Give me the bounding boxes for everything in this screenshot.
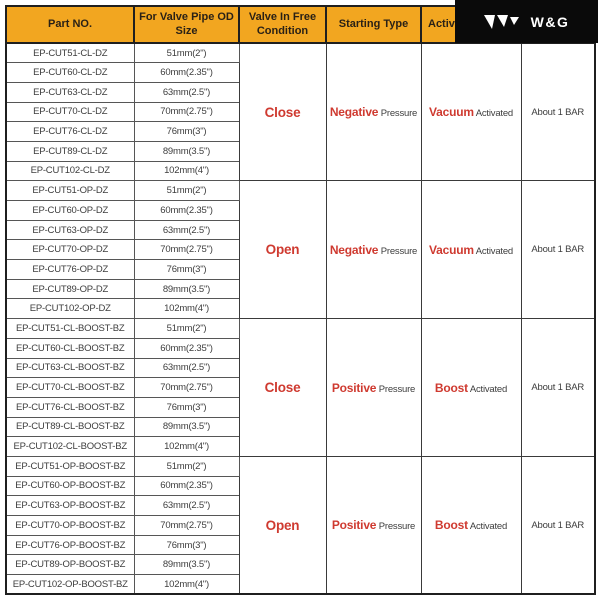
activated-type-cell <box>421 319 521 457</box>
activated-type-accent: Boost <box>434 518 468 533</box>
part-no-cell: EP-CUT76-OP-BOOST-BZ <box>6 535 134 555</box>
od-size-cell: 76mm(3") <box>134 260 239 280</box>
starting-type-accent: Positive <box>331 380 377 395</box>
part-no-cell: EP-CUT89-OP-DZ <box>6 279 134 299</box>
starting-type-rest: Pressure <box>380 245 418 257</box>
free-condition-cell: Close <box>239 43 326 181</box>
part-no-cell: EP-CUT76-OP-DZ <box>6 260 134 280</box>
od-size-cell: 60mm(2.35") <box>134 338 239 358</box>
starting-type-rest: Pressure <box>378 521 416 533</box>
od-size-cell: 60mm(2.35") <box>134 476 239 496</box>
table-row <box>6 181 595 201</box>
od-size-cell: 63mm(2.5") <box>134 358 239 378</box>
pressure-cell: About 1 BAR <box>521 319 595 457</box>
logo-triangles-icon <box>484 14 524 30</box>
part-no-cell: EP-CUT70-OP-BOOST-BZ <box>6 516 134 536</box>
od-size-cell: 63mm(2.5") <box>134 82 239 102</box>
starting-type-rest: Pressure <box>380 108 418 120</box>
table-row <box>6 43 595 63</box>
part-no-cell: EP-CUT70-CL-DZ <box>6 102 134 122</box>
table-row <box>6 456 595 476</box>
od-size-cell: 51mm(2") <box>134 181 239 201</box>
header-starting-type: Starting Type <box>326 6 421 43</box>
logo-text: W&G <box>530 13 570 30</box>
table-body <box>6 43 595 594</box>
od-size-cell: 102mm(4") <box>134 575 239 595</box>
starting-type-cell <box>326 456 421 594</box>
part-no-cell: EP-CUT51-CL-BOOST-BZ <box>6 319 134 339</box>
od-size-cell: 70mm(2.75") <box>134 378 239 398</box>
od-size-cell: 89mm(3.5") <box>134 417 239 437</box>
activated-type-accent: Boost <box>434 380 468 395</box>
od-size-cell: 102mm(4") <box>134 437 239 457</box>
header-activated-type: Activ <box>421 6 521 43</box>
od-size-cell: 89mm(3.5") <box>134 279 239 299</box>
od-size-cell: 102mm(4") <box>134 161 239 181</box>
free-condition-cell: Close <box>239 319 326 457</box>
starting-type-rest: Pressure <box>378 383 416 395</box>
part-no-cell: EP-CUT60-CL-BOOST-BZ <box>6 338 134 358</box>
pressure-cell: About 1 BAR <box>521 43 595 181</box>
starting-type-accent: Negative <box>329 242 379 257</box>
activated-type-cell <box>421 43 521 181</box>
pressure-cell: About 1 BAR <box>521 181 595 319</box>
part-no-cell: EP-CUT60-CL-DZ <box>6 63 134 83</box>
header-od-size: For Valve Pipe OD Size <box>134 6 239 43</box>
pressure-cell: About 1 BAR <box>521 456 595 594</box>
od-size-cell: 63mm(2.5") <box>134 220 239 240</box>
part-no-cell: EP-CUT102-OP-BOOST-BZ <box>6 575 134 595</box>
part-no-cell: EP-CUT89-CL-DZ <box>6 141 134 161</box>
starting-type-accent: Positive <box>331 518 377 533</box>
od-size-cell: 70mm(2.75") <box>134 102 239 122</box>
od-size-cell: 60mm(2.35") <box>134 63 239 83</box>
od-size-cell: 63mm(2.5") <box>134 496 239 516</box>
activated-type-rest: Activated <box>469 521 508 533</box>
part-no-cell: EP-CUT89-CL-BOOST-BZ <box>6 417 134 437</box>
brand-logo <box>455 0 598 43</box>
header-part-no: Part NO. <box>6 6 134 43</box>
part-no-cell: EP-CUT102-CL-DZ <box>6 161 134 181</box>
header-free-condition: Valve In Free Condition <box>239 6 326 43</box>
part-no-cell: EP-CUT51-OP-BOOST-BZ <box>6 456 134 476</box>
part-no-cell: EP-CUT76-CL-BOOST-BZ <box>6 397 134 417</box>
od-size-cell: 76mm(3") <box>134 122 239 142</box>
part-no-cell: EP-CUT70-OP-DZ <box>6 240 134 260</box>
starting-type-cell <box>326 319 421 457</box>
od-size-cell: 89mm(3.5") <box>134 141 239 161</box>
activated-type-rest: Activated <box>469 383 508 395</box>
od-size-cell: 76mm(3") <box>134 535 239 555</box>
part-no-cell: EP-CUT63-CL-DZ <box>6 82 134 102</box>
part-no-cell: EP-CUT60-OP-DZ <box>6 201 134 221</box>
od-size-cell: 76mm(3") <box>134 397 239 417</box>
starting-type-cell <box>326 43 421 181</box>
part-no-cell: EP-CUT70-CL-BOOST-BZ <box>6 378 134 398</box>
starting-type-cell <box>326 181 421 319</box>
od-size-cell: 70mm(2.75") <box>134 240 239 260</box>
activated-type-accent: Vacuum <box>428 242 474 257</box>
valve-spec-table <box>5 5 596 595</box>
starting-type-accent: Negative <box>329 105 379 120</box>
part-no-cell: EP-CUT76-CL-DZ <box>6 122 134 142</box>
part-no-cell: EP-CUT63-OP-DZ <box>6 220 134 240</box>
part-no-cell: EP-CUT60-OP-BOOST-BZ <box>6 476 134 496</box>
od-size-cell: 60mm(2.35") <box>134 201 239 221</box>
part-no-cell: EP-CUT51-CL-DZ <box>6 43 134 63</box>
part-no-cell: EP-CUT63-CL-BOOST-BZ <box>6 358 134 378</box>
part-no-cell: EP-CUT102-CL-BOOST-BZ <box>6 437 134 457</box>
od-size-cell: 51mm(2") <box>134 456 239 476</box>
od-size-cell: 89mm(3.5") <box>134 555 239 575</box>
table-row <box>6 319 595 339</box>
part-no-cell: EP-CUT51-OP-DZ <box>6 181 134 201</box>
activated-type-accent: Vacuum <box>428 105 474 120</box>
od-size-cell: 70mm(2.75") <box>134 516 239 536</box>
free-condition-cell: Open <box>239 181 326 319</box>
activated-type-cell <box>421 456 521 594</box>
activated-type-cell <box>421 181 521 319</box>
free-condition-cell: Open <box>239 456 326 594</box>
part-no-cell: EP-CUT89-OP-BOOST-BZ <box>6 555 134 575</box>
activated-type-rest: Activated <box>475 245 514 257</box>
part-no-cell: EP-CUT102-OP-DZ <box>6 299 134 319</box>
od-size-cell: 51mm(2") <box>134 319 239 339</box>
od-size-cell: 51mm(2") <box>134 43 239 63</box>
activated-type-rest: Activated <box>475 108 514 120</box>
part-no-cell: EP-CUT63-OP-BOOST-BZ <box>6 496 134 516</box>
od-size-cell: 102mm(4") <box>134 299 239 319</box>
